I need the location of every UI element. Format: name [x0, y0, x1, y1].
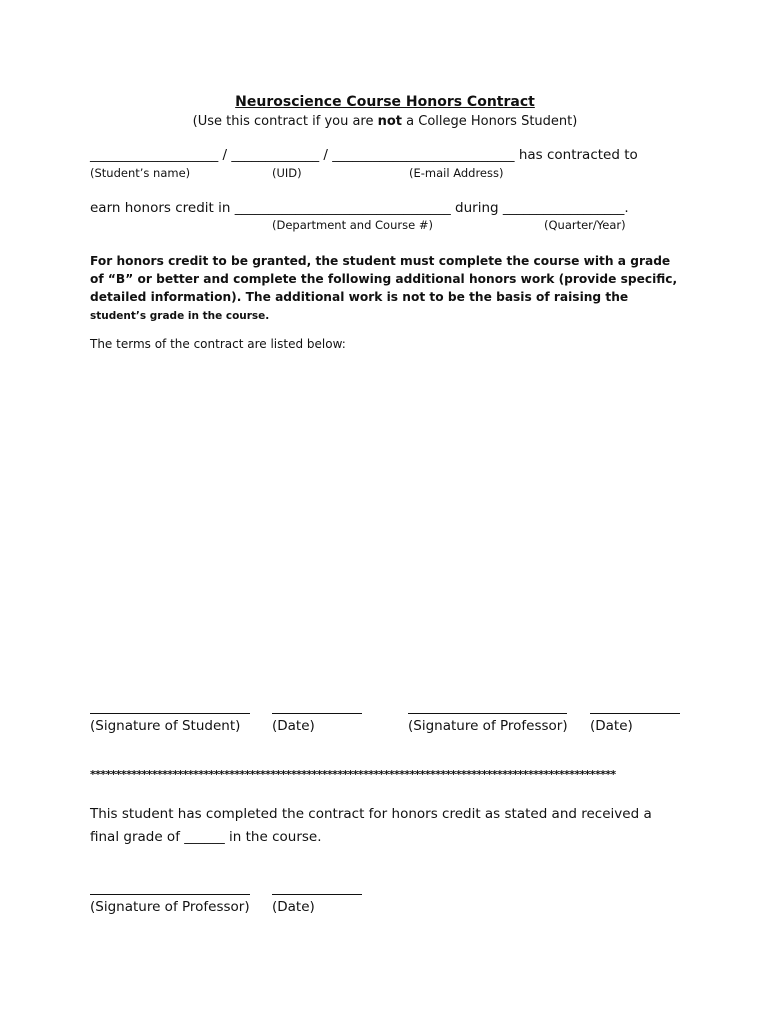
- terms-text: The terms of the contract are listed below:: [90, 337, 346, 351]
- email-label: (E-mail Address): [409, 166, 504, 180]
- date-line-bottom[interactable]: [272, 894, 362, 895]
- quarter-label: (Quarter/Year): [544, 218, 626, 232]
- subtitle-after: a College Honors Student): [402, 114, 578, 129]
- date-line-2[interactable]: [590, 713, 680, 714]
- completion-text-2: in the course.: [224, 829, 322, 845]
- student-signature-line[interactable]: [90, 713, 250, 714]
- contracted-text: has contracted to: [514, 147, 638, 163]
- document-subtitle: [0, 114, 770, 129]
- uid-label: (UID): [272, 166, 302, 180]
- student-name-blank[interactable]: ___________________: [90, 147, 219, 163]
- date-line-1[interactable]: [272, 713, 362, 714]
- slash: /: [218, 147, 232, 163]
- subtitle-before: (Use this contract if you are: [192, 114, 378, 129]
- date-label-2: (Date): [590, 718, 633, 734]
- requirement-paragraph: [90, 252, 680, 325]
- contract-line-1: [90, 147, 638, 163]
- requirement-small: student’s grade in the course.: [90, 310, 270, 322]
- uid-blank[interactable]: _____________: [231, 147, 320, 163]
- final-grade-blank[interactable]: ______: [184, 829, 225, 845]
- email-blank[interactable]: ___________________________: [332, 147, 515, 163]
- professor-signature-line-bottom[interactable]: [90, 894, 250, 895]
- student-signature-label: (Signature of Student): [90, 718, 241, 734]
- completion-paragraph: [90, 803, 685, 849]
- department-label: (Department and Course #): [272, 218, 433, 232]
- date-label-bottom: (Date): [272, 899, 315, 915]
- separator-stars: ******************************************************************************************************: [90, 768, 616, 781]
- contract-line-2: [90, 200, 629, 216]
- professor-signature-label-bottom: (Signature of Professor): [90, 899, 250, 915]
- earn-text: earn honors credit in: [90, 200, 235, 216]
- date-label-1: (Date): [272, 718, 315, 734]
- quarter-blank[interactable]: __________________.: [502, 200, 629, 216]
- document-title: Neuroscience Course Honors Contract: [235, 94, 535, 110]
- department-blank[interactable]: ________________________________: [234, 200, 451, 216]
- professor-signature-label: (Signature of Professor): [408, 718, 568, 734]
- slash: /: [319, 147, 333, 163]
- during-text: during: [450, 200, 503, 216]
- subtitle-bold: not: [377, 114, 403, 129]
- completion-text-1: This student has completed the contract for honors credit as stated and received a final grade of: [90, 806, 652, 845]
- professor-signature-line[interactable]: [408, 713, 567, 714]
- requirement-main: For honors credit to be granted, the student must complete the course with a grade of “B” or better and complete the following additional honors work (provide specific, detailed information). The additional work is not to be the basis of raising the: [90, 254, 678, 304]
- student-name-label: (Student’s name): [90, 166, 191, 180]
